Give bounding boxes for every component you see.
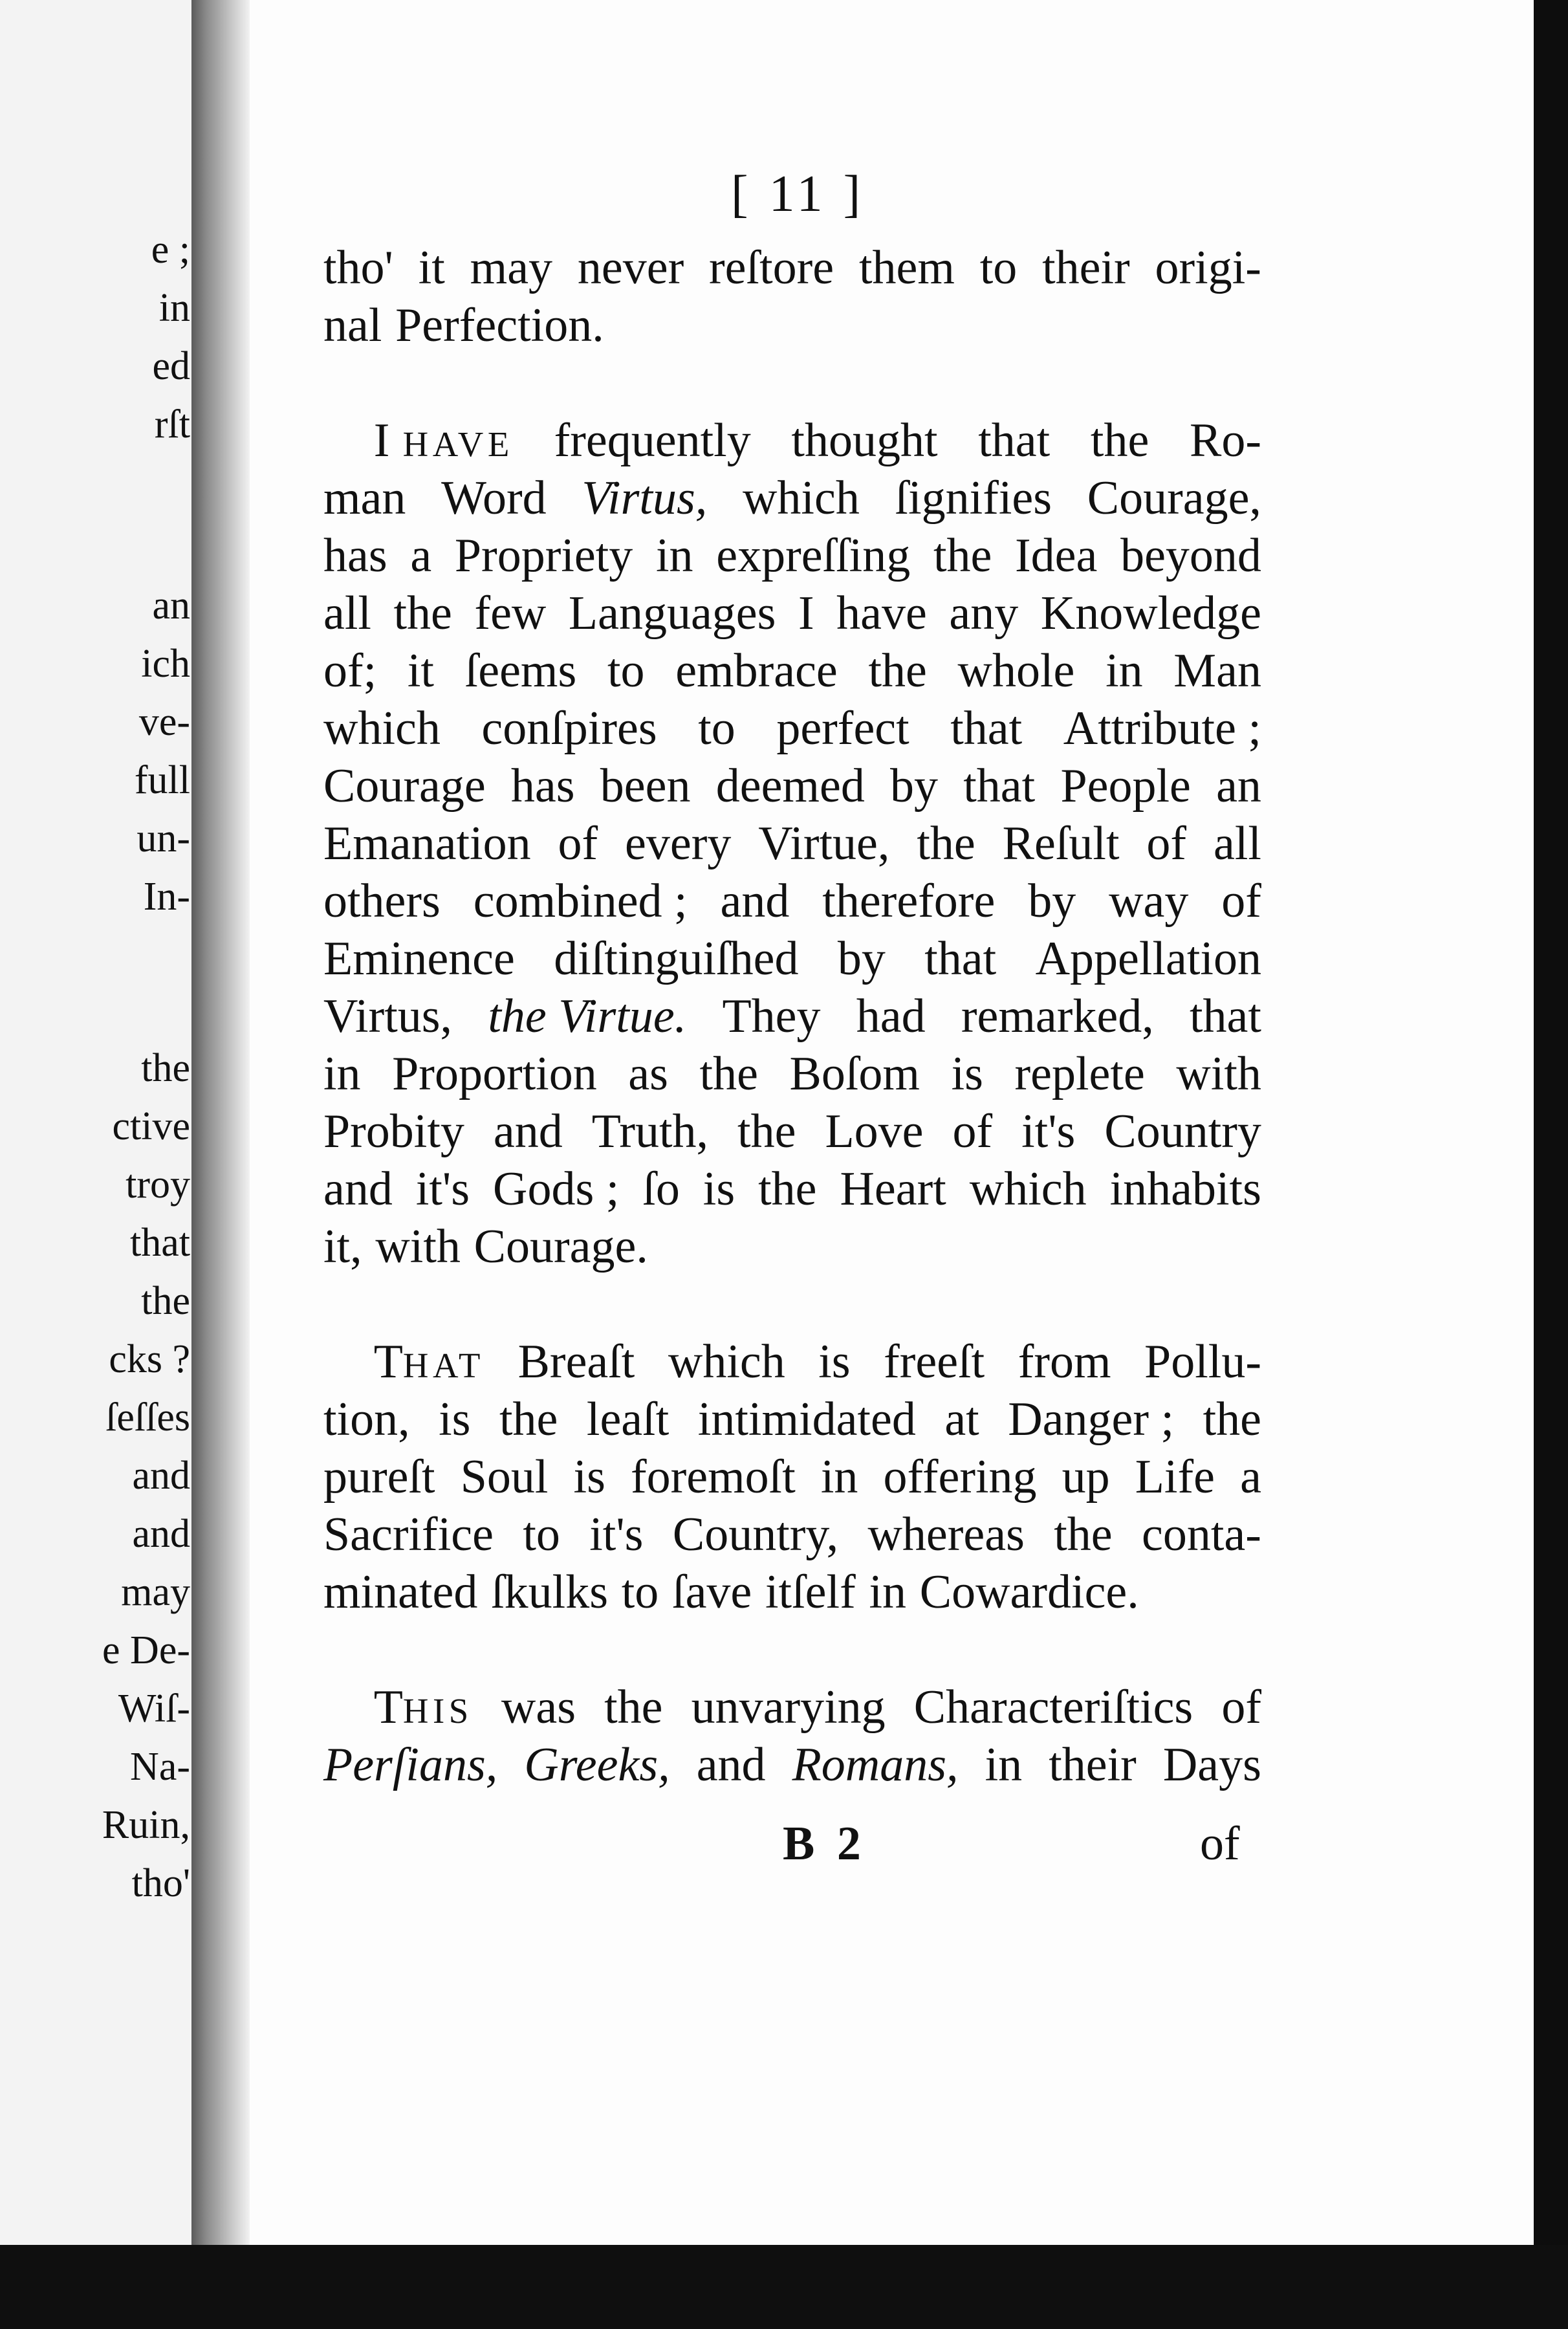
facing-page bbox=[0, 0, 191, 2245]
word: Boſom bbox=[789, 1047, 920, 1100]
word: their bbox=[1042, 241, 1130, 294]
facing-page-fragment: e De- bbox=[102, 1628, 190, 1672]
word: Proportion bbox=[392, 1047, 597, 1100]
word: THIS bbox=[373, 1681, 473, 1734]
word: ſignifies bbox=[895, 472, 1052, 525]
word: the bbox=[758, 1163, 817, 1216]
word: leaſt bbox=[586, 1393, 670, 1446]
word: ſkulks bbox=[491, 1566, 609, 1619]
word: beyond bbox=[1120, 529, 1261, 582]
text-line bbox=[323, 1103, 1261, 1161]
page-number: [ 11 ] bbox=[731, 166, 865, 223]
word: by bbox=[1028, 875, 1076, 928]
body-text bbox=[323, 239, 1261, 1794]
word: which bbox=[742, 472, 860, 525]
paragraph-gap bbox=[323, 355, 1261, 412]
word: in bbox=[869, 1566, 906, 1619]
paragraph-gap bbox=[323, 1621, 1261, 1679]
word: Propriety bbox=[454, 529, 633, 582]
word: origi- bbox=[1155, 241, 1261, 294]
word: is bbox=[818, 1335, 851, 1388]
facing-page-fragment: ich bbox=[141, 642, 190, 686]
word: it's bbox=[589, 1508, 644, 1561]
word: Pollu- bbox=[1144, 1335, 1261, 1388]
text-line bbox=[323, 1045, 1261, 1103]
word: minated bbox=[323, 1566, 478, 1619]
facing-page-fragment: ve- bbox=[138, 700, 190, 744]
word: Sacrifice bbox=[323, 1508, 494, 1561]
word: every bbox=[625, 817, 732, 870]
word: has bbox=[510, 760, 575, 813]
word: combined ; bbox=[473, 875, 688, 928]
word: ſeems bbox=[464, 644, 577, 697]
word: Ro- bbox=[1190, 414, 1261, 467]
word: which bbox=[668, 1335, 785, 1388]
word: with bbox=[375, 1220, 461, 1273]
word: in bbox=[323, 1047, 361, 1100]
word: the bbox=[868, 644, 927, 697]
word: their bbox=[1049, 1738, 1137, 1791]
text-line bbox=[323, 642, 1261, 700]
facing-page-fragment: cks ? bbox=[109, 1337, 190, 1381]
word: at bbox=[944, 1393, 979, 1446]
word: Man bbox=[1173, 644, 1261, 697]
word: them bbox=[858, 241, 955, 294]
book-gutter bbox=[191, 0, 250, 2245]
word: Perſians, bbox=[323, 1738, 498, 1791]
word: it, bbox=[323, 1220, 362, 1273]
word: the bbox=[1090, 414, 1149, 467]
facing-page-fragment: Ruin, bbox=[102, 1803, 190, 1847]
word: is bbox=[951, 1047, 983, 1100]
facing-page-fragment: tho' bbox=[131, 1861, 190, 1905]
facing-page-fragment: the bbox=[141, 1046, 190, 1090]
word: pureſt bbox=[323, 1450, 435, 1503]
word: of bbox=[1146, 817, 1187, 870]
word: it bbox=[407, 644, 434, 697]
word: has bbox=[323, 529, 387, 582]
word: was bbox=[501, 1681, 576, 1734]
word: to bbox=[523, 1508, 560, 1561]
word: Country, bbox=[672, 1508, 839, 1561]
word: Characteriſtics bbox=[913, 1681, 1193, 1734]
word: in bbox=[820, 1450, 858, 1503]
word: of; bbox=[323, 644, 377, 697]
word: in bbox=[1105, 644, 1143, 697]
word: whole bbox=[957, 644, 1075, 697]
word: a bbox=[1240, 1450, 1261, 1503]
word: perfect bbox=[776, 702, 909, 755]
facing-page-fragment: ſeſſes bbox=[105, 1395, 190, 1439]
word: Knowledge bbox=[1040, 587, 1261, 640]
word: Days bbox=[1162, 1738, 1261, 1791]
word: freeſt bbox=[884, 1335, 985, 1388]
word: embrace bbox=[675, 644, 838, 697]
word: that bbox=[1190, 990, 1261, 1043]
word: offering bbox=[883, 1450, 1037, 1503]
word: and bbox=[493, 1105, 563, 1158]
word: Greeks, bbox=[524, 1738, 670, 1791]
text-line bbox=[323, 930, 1261, 988]
word: Gods ; bbox=[493, 1163, 620, 1216]
word: conta- bbox=[1142, 1508, 1261, 1561]
text-line bbox=[323, 1449, 1261, 1506]
word: by bbox=[890, 760, 939, 813]
text-line bbox=[323, 758, 1261, 815]
word: as bbox=[628, 1047, 668, 1100]
word: been bbox=[600, 760, 691, 813]
text-line bbox=[323, 1736, 1261, 1794]
word: Truth, bbox=[591, 1105, 709, 1158]
facing-page-fragment: rſt bbox=[154, 402, 190, 446]
text-line bbox=[323, 1679, 1261, 1736]
word: all bbox=[1213, 817, 1261, 870]
word: Attribute ; bbox=[1063, 702, 1261, 755]
word: diſtinguiſhed bbox=[554, 932, 799, 985]
word: itſelf bbox=[765, 1566, 856, 1619]
word: People bbox=[1060, 760, 1191, 813]
word: that bbox=[950, 702, 1023, 755]
word: which bbox=[969, 1163, 1087, 1216]
text-line bbox=[323, 1391, 1261, 1449]
facing-page-fragment: ed bbox=[152, 344, 190, 388]
facing-page-fragment: troy bbox=[125, 1163, 190, 1207]
word: the bbox=[699, 1047, 758, 1100]
word: the bbox=[737, 1105, 796, 1158]
word: had bbox=[856, 990, 926, 1043]
word: They bbox=[722, 990, 821, 1043]
word: Cowardice. bbox=[919, 1566, 1139, 1619]
word: Virtus, bbox=[582, 472, 708, 525]
word: Courage bbox=[323, 760, 486, 813]
word: therefore bbox=[822, 875, 996, 928]
word: and bbox=[323, 1163, 393, 1216]
word: inhabits bbox=[1109, 1163, 1261, 1216]
word: that bbox=[963, 760, 1036, 813]
word: of bbox=[1221, 875, 1261, 928]
facing-page-fragment: and bbox=[132, 1512, 190, 1556]
text-line bbox=[323, 988, 1261, 1045]
word: Breaſt bbox=[517, 1335, 635, 1388]
word: remarked, bbox=[961, 990, 1154, 1043]
word: of bbox=[1221, 1681, 1261, 1734]
word: may bbox=[470, 241, 553, 294]
word: Reſult bbox=[1002, 817, 1120, 870]
word: of bbox=[952, 1105, 993, 1158]
text-line bbox=[323, 873, 1261, 930]
signature-mark: B 2 bbox=[783, 1817, 866, 1870]
word: is bbox=[702, 1163, 735, 1216]
word: THAT bbox=[373, 1335, 485, 1388]
word: it's bbox=[415, 1163, 470, 1216]
word: Appellation bbox=[1035, 932, 1261, 985]
word: is bbox=[439, 1393, 471, 1446]
word: frequently bbox=[554, 414, 751, 467]
word: others bbox=[323, 875, 441, 928]
word: man bbox=[323, 472, 406, 525]
page-edge-right bbox=[1534, 0, 1568, 2329]
word: Heart bbox=[840, 1163, 946, 1216]
text-line bbox=[323, 470, 1261, 527]
word: whereas bbox=[867, 1508, 1025, 1561]
word: Languages bbox=[568, 587, 776, 640]
text-line bbox=[323, 1333, 1261, 1391]
word: conſpires bbox=[481, 702, 657, 755]
word: expreſſing bbox=[716, 529, 911, 582]
word: that bbox=[924, 932, 997, 985]
facing-page-fragment: In- bbox=[143, 875, 190, 919]
word: a bbox=[410, 529, 432, 582]
word: nal bbox=[323, 299, 382, 352]
text-line bbox=[323, 527, 1261, 585]
word: which bbox=[323, 702, 441, 755]
facing-page-fragment: Na- bbox=[130, 1745, 190, 1789]
facing-page-fragment: full bbox=[134, 758, 190, 802]
facing-page-fragment: Wiſ- bbox=[118, 1687, 190, 1731]
word: and bbox=[696, 1738, 766, 1791]
word: Probity bbox=[323, 1105, 464, 1158]
word: Life bbox=[1135, 1450, 1215, 1503]
word: Danger ; bbox=[1008, 1393, 1175, 1446]
word: deemed bbox=[715, 760, 865, 813]
word: Virtue, bbox=[758, 817, 890, 870]
word: with bbox=[1176, 1047, 1261, 1100]
paragraph-gap bbox=[323, 1276, 1261, 1333]
word: the bbox=[604, 1681, 663, 1734]
facing-page-fragment: the bbox=[141, 1279, 190, 1323]
facing-page-fragment: an bbox=[152, 584, 190, 628]
word: way bbox=[1109, 875, 1189, 928]
word: Perfection. bbox=[395, 299, 604, 352]
word: ſo bbox=[642, 1163, 680, 1216]
word: Love bbox=[825, 1105, 924, 1158]
word: it bbox=[418, 241, 445, 294]
facing-page-fragment: may bbox=[121, 1570, 190, 1614]
word: to bbox=[607, 644, 645, 697]
word: Courage, bbox=[1087, 472, 1261, 525]
word: tho' bbox=[323, 241, 393, 294]
facing-page-fragment: un- bbox=[136, 816, 190, 860]
word: Courage. bbox=[474, 1220, 648, 1273]
word: up bbox=[1062, 1450, 1110, 1503]
word: thought bbox=[791, 414, 938, 467]
word: foremoſt bbox=[630, 1450, 796, 1503]
word: to bbox=[698, 702, 735, 755]
word: it's bbox=[1021, 1105, 1076, 1158]
word: the bbox=[933, 529, 992, 582]
word: the bbox=[1054, 1508, 1113, 1561]
word: Soul bbox=[460, 1450, 549, 1503]
word: I bbox=[798, 587, 814, 640]
word: in bbox=[985, 1738, 1023, 1791]
word: Word bbox=[441, 472, 547, 525]
word: an bbox=[1216, 760, 1261, 813]
word: by bbox=[837, 932, 886, 985]
word: to bbox=[979, 241, 1018, 294]
word: ſave bbox=[672, 1566, 752, 1619]
word: the bbox=[917, 817, 975, 870]
word: Virtus, bbox=[323, 990, 453, 1043]
word: intimidated bbox=[697, 1393, 916, 1446]
word: any bbox=[949, 587, 1019, 640]
word: Idea bbox=[1015, 529, 1098, 582]
facing-page-fragment: that bbox=[130, 1221, 190, 1265]
word: unvarying bbox=[691, 1681, 886, 1734]
word: the bbox=[393, 587, 452, 640]
facing-page-fragment: in bbox=[158, 286, 190, 330]
word: the bbox=[1203, 1393, 1261, 1446]
word: from bbox=[1018, 1335, 1111, 1388]
text-line bbox=[323, 1218, 1261, 1276]
word: few bbox=[474, 587, 547, 640]
text-line bbox=[323, 297, 1261, 355]
word: have bbox=[836, 587, 927, 640]
word: Emanation bbox=[323, 817, 531, 870]
word: I HAVE bbox=[373, 414, 514, 467]
text-line bbox=[323, 700, 1261, 758]
word: Country bbox=[1104, 1105, 1261, 1158]
word: tion, bbox=[323, 1393, 410, 1446]
word: in bbox=[655, 529, 693, 582]
word: the bbox=[499, 1393, 558, 1446]
page-edge-bottom bbox=[0, 2245, 1568, 2329]
word: reſtore bbox=[709, 241, 834, 294]
word: to bbox=[621, 1566, 659, 1619]
text-line bbox=[323, 412, 1261, 470]
facing-page-fragment: ctive bbox=[112, 1104, 190, 1148]
text-line bbox=[323, 1506, 1261, 1564]
word: Romans, bbox=[792, 1738, 959, 1791]
word: the Virtue. bbox=[488, 990, 687, 1043]
word: never bbox=[577, 241, 684, 294]
word: that bbox=[978, 414, 1051, 467]
word: all bbox=[323, 587, 371, 640]
text-line bbox=[323, 1564, 1261, 1621]
word: of bbox=[558, 817, 598, 870]
text-line bbox=[323, 239, 1261, 297]
text-line bbox=[323, 1161, 1261, 1218]
text-line bbox=[323, 585, 1261, 642]
catchword: of bbox=[1200, 1817, 1240, 1870]
facing-page-fragment: and bbox=[132, 1454, 190, 1498]
word: replete bbox=[1014, 1047, 1145, 1100]
text-line bbox=[323, 815, 1261, 873]
word: is bbox=[573, 1450, 605, 1503]
facing-page-fragment: e ; bbox=[151, 228, 190, 272]
word: and bbox=[720, 875, 790, 928]
word: Eminence bbox=[323, 932, 515, 985]
